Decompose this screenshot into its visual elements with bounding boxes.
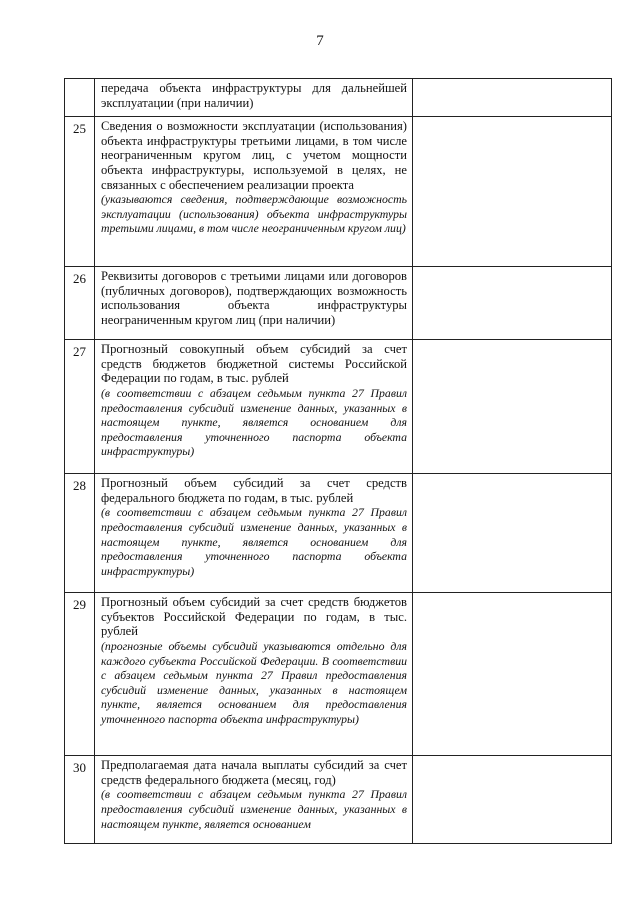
row-value (413, 117, 612, 267)
passport-table (64, 78, 612, 844)
row-description-main: Прогнозный объем субсидий за счет средств бюджетов субъектов Российской Федерации по годам, в тыс. рублей (101, 595, 407, 639)
table-row (65, 756, 612, 844)
row-value (413, 340, 612, 474)
table-row (65, 593, 612, 756)
row-value (413, 474, 612, 593)
row-description (95, 756, 413, 844)
row-description (95, 117, 413, 267)
row-description-main: Реквизиты договоров с третьими лицами или договоров (публичных договоров), подтверждающих возможность использования объекта инфраструктуры неограниченным кругом лиц (при наличии) (101, 269, 407, 327)
table-row (65, 79, 612, 117)
table-row (65, 267, 612, 340)
row-description (95, 340, 413, 474)
row-description-main: Прогнозный объем субсидий за счет средств федерального бюджета по годам, в тыс. рублей (101, 476, 407, 505)
row-description-main: Предполагаемая дата начала выплаты субсидий за счет средств федерального бюджета (месяц, год) (101, 758, 407, 787)
row-description-note: (в соответствии с абзацем седьмым пункта 27 Правил предоставления субсидий изменение данных, указанных в настоящем пункте, является основанием для предоставления уточненного паспорта объекта инфраструктуры) (101, 385, 407, 459)
row-description (95, 593, 413, 756)
row-description-note: (указываются сведения, подтверждающие возможность эксплуатации (использования) объекта инфраструктуры третьими лицами, в том числе неограниченным кругом лиц) (101, 192, 407, 236)
row-description-note: (прогнозные объемы субсидий указываются отдельно для каждого субъекта Российской Федерации. В соответствии с абзацем седьмым пункта 27 Правил предоставления субсидий изменение данных, указанных в настоящем пункте, является основанием для предоставления уточненного паспорта объекта инфраструктуры) (101, 638, 407, 726)
row-number: 30 (65, 756, 95, 844)
row-value (413, 593, 612, 756)
table-row (65, 474, 612, 593)
row-number: 25 (65, 117, 95, 267)
row-description-note: (в соответствии с абзацем седьмым пункта 27 Правил предоставления субсидий изменение данных, указанных в настоящем пункте, является основанием (101, 787, 407, 831)
row-description-note: (в соответствии с абзацем седьмым пункта 27 Правил предоставления субсидий изменение данных, указанных в настоящем пункте, является основанием для предоставления уточненного паспорта объекта инфраструктуры) (101, 505, 407, 578)
table-row (65, 117, 612, 267)
row-number: 28 (65, 474, 95, 593)
row-description-main: Прогнозный совокупный объем субсидий за счет средств бюджетов бюджетной системы Российской Федерации по годам, в тыс. рублей (101, 342, 407, 386)
row-description-main: передача объекта инфраструктуры для дальнейшей эксплуатации (при наличии) (101, 81, 407, 110)
row-number: 29 (65, 593, 95, 756)
row-description-main: Сведения о возможности эксплуатации (использования) объекта инфраструктуры третьими лицами, в том числе неограниченным кругом лиц, с учетом мощности объекта инфраструктуры, используемой в целях, не связанных с обеспечением реализации проекта (101, 119, 407, 192)
table-row (65, 340, 612, 474)
row-value (413, 756, 612, 844)
row-description (95, 474, 413, 593)
row-number: 27 (65, 340, 95, 474)
row-value (413, 267, 612, 340)
row-value (413, 79, 612, 117)
row-description (95, 79, 413, 117)
row-number: 26 (65, 267, 95, 340)
row-number (65, 79, 95, 117)
row-description (95, 267, 413, 340)
page-number: 7 (316, 33, 324, 49)
